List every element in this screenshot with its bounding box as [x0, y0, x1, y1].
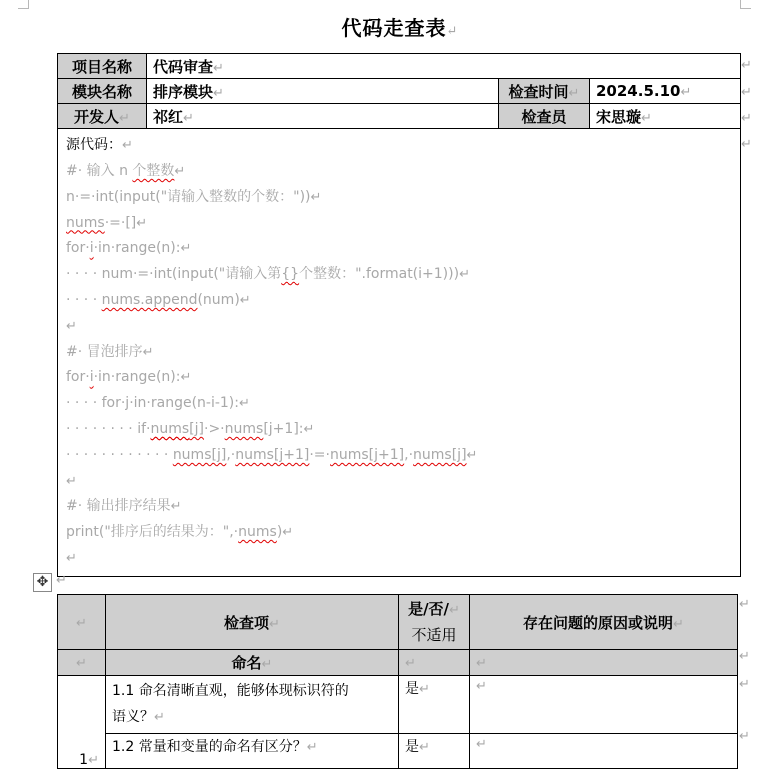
category-reason-cell[interactable]: ↵ [470, 650, 738, 676]
check-time-value[interactable]: 2024.5.10↵ [590, 79, 741, 104]
inspector-label[interactable]: 检查员 [499, 104, 590, 129]
header-number-cell[interactable]: ↵ [58, 595, 106, 650]
paragraph-mark: ↵ [446, 24, 459, 39]
crop-mark-top-left [18, 0, 29, 9]
check-item-text[interactable]: 1.2 常量和变量的命名有区分？↵ [106, 734, 399, 769]
row-end-mark: ↵ [739, 649, 750, 664]
category-row-naming [58, 650, 738, 676]
source-code-line: ↵ [66, 550, 77, 566]
crop-mark-top-right [740, 0, 751, 9]
source-code-line: #· 输出排序结果↵ [66, 498, 182, 515]
info-row-project [58, 54, 741, 79]
category-number-cell[interactable]: ↵ [58, 650, 106, 676]
module-name-value[interactable]: 排序模块↵ [147, 79, 499, 104]
source-code-line: ↵ [66, 473, 77, 489]
source-code-line: n·=·int(input("请输入整数的个数："))↵ [66, 188, 322, 205]
check-item-result[interactable]: 是↵ [399, 734, 470, 769]
check-item-result[interactable]: 是↵ [399, 676, 470, 734]
group-number-cell[interactable]: 1↵ [58, 676, 106, 769]
source-code-line: · · · · · · · · · · · · nums[j],·nums[j+1]·=·nums[j+1],·nums[j]↵ [66, 446, 478, 463]
info-table [57, 53, 741, 577]
source-code-line: ↵ [66, 318, 77, 334]
source-code-line: · · · · for·j·in·range(n-i-1):↵ [66, 395, 250, 412]
row-end-mark: ↵ [741, 58, 752, 73]
checklist-header-row [58, 595, 738, 650]
source-code-line: for·i·in·range(n):↵ [66, 240, 192, 257]
header-result-cell[interactable]: 是/否/↵ 不适用 [399, 595, 470, 650]
row-end-mark: ↵ [741, 85, 752, 100]
row-end-mark: ↵ [741, 111, 752, 126]
info-row-module [58, 79, 741, 104]
row-end-mark: ↵ [739, 597, 750, 612]
developer-label[interactable]: 开发人↵ [58, 104, 147, 129]
source-code-block [66, 159, 732, 572]
check-time-label[interactable]: 检查时间↵ [499, 79, 590, 104]
check-item-reason[interactable]: ↵ [470, 676, 738, 734]
paragraph-mark: ↵ [56, 573, 67, 588]
source-code-line: · · · · · · · · if·nums[j]·>·nums[j+1]:↵ [66, 420, 315, 437]
source-code-line: · · · · nums.append(num)↵ [66, 291, 251, 308]
row-end-mark: ↵ [739, 677, 750, 692]
source-code-line: #· 冒泡排序↵ [66, 343, 154, 360]
checklist-row-1-2 [58, 734, 738, 769]
checklist-table [57, 594, 738, 769]
info-row-source [58, 129, 741, 577]
check-item-reason[interactable]: ↵ [470, 734, 738, 769]
document-title-text: 代码走查表 [341, 16, 447, 40]
project-name-label[interactable]: 项目名称 [58, 54, 147, 79]
row-end-mark: ↵ [739, 729, 750, 744]
header-item-cell[interactable]: 检查项↵ [106, 595, 399, 650]
source-code-line: for·i·in·range(n):↵ [66, 369, 192, 386]
checklist-row-1-1 [58, 676, 738, 734]
source-code-line: · · · · num·=·int(input("请输入第{}个整数：".format(i+1)))↵ [66, 266, 470, 283]
module-name-label[interactable]: 模块名称 [58, 79, 147, 104]
source-code-line: nums·=·[]↵ [66, 214, 148, 231]
source-code-heading: 源代码：↵ [66, 137, 133, 153]
document-title[interactable] [0, 12, 766, 41]
inspector-value[interactable]: 宋思璇↵ [590, 104, 741, 129]
info-row-people [58, 104, 741, 129]
table-move-handle-icon[interactable]: ✥ [33, 573, 52, 592]
header-reason-cell[interactable]: 存在问题的原因或说明↵ [470, 595, 738, 650]
project-name-value[interactable]: 代码审查↵ [147, 54, 741, 79]
source-code-cell[interactable] [58, 129, 741, 577]
source-code-line: print("排序后的结果为：",·nums)↵ [66, 524, 294, 541]
row-end-mark: ↵ [741, 137, 752, 152]
category-result-cell[interactable]: ↵ [399, 650, 470, 676]
category-naming-label[interactable]: 命名↵ [106, 650, 399, 676]
source-code-line: #· 输入 n 个整数↵ [66, 163, 186, 179]
check-item-text[interactable]: 1.1 命名清晰直观，能够体现标识符的 语义？↵ [106, 676, 399, 734]
developer-value[interactable]: 祁红↵ [147, 104, 499, 129]
